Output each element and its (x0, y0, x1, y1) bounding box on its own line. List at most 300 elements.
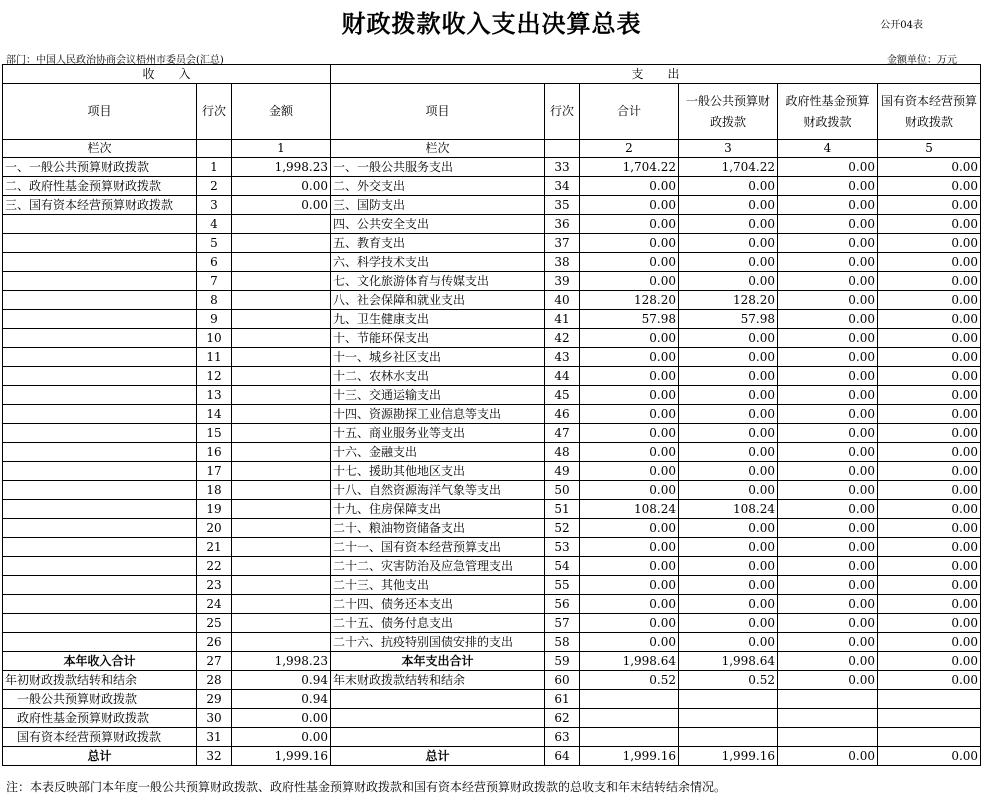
income-line-no-header: 行次 (197, 84, 232, 140)
total-amount-cell: 0.00 (580, 234, 679, 253)
table-row (3, 690, 981, 709)
table-row (3, 595, 981, 614)
income-line-no-cell: 30 (197, 709, 232, 728)
general-budget-amount-cell: 0.00 (679, 557, 778, 576)
income-item-cell (3, 424, 197, 443)
gov-fund-amount-cell: 0.00 (778, 633, 878, 652)
gov-fund-amount-cell (778, 709, 878, 728)
table-code: 公开04表 (880, 20, 923, 31)
income-item-cell: 政府性基金预算财政拨款 (3, 709, 197, 728)
income-item-cell (3, 614, 197, 633)
general-budget-amount-cell: 0.00 (679, 595, 778, 614)
table-row (3, 500, 981, 519)
total-amount-cell: 0.00 (580, 557, 679, 576)
state-capital-header: 国有资本经营预算财政拨款 (878, 84, 981, 140)
state-capital-amount-cell: 0.00 (878, 158, 981, 177)
expense-line-no-cell: 55 (545, 576, 580, 595)
income-line-no-cell: 32 (197, 747, 232, 766)
income-line-no-cell: 12 (197, 367, 232, 386)
income-line-no-cell: 11 (197, 348, 232, 367)
general-budget-amount-cell: 0.00 (679, 234, 778, 253)
income-item-cell: 本年收入合计 (3, 652, 197, 671)
column-index-5: 5 (878, 140, 981, 158)
general-budget-amount-cell: 0.00 (679, 576, 778, 595)
state-capital-amount-cell: 0.00 (878, 348, 981, 367)
expense-line-no-cell: 63 (545, 728, 580, 747)
income-amount-cell (232, 614, 331, 633)
income-line-no-cell: 31 (197, 728, 232, 747)
general-budget-amount-cell: 57.98 (679, 310, 778, 329)
income-amount-cell (232, 500, 331, 519)
income-amount-cell: 1,998.23 (232, 158, 331, 177)
income-amount-cell: 0.94 (232, 690, 331, 709)
general-budget-header: 一般公共预算财政拨款 (679, 84, 778, 140)
income-amount-cell: 0.00 (232, 709, 331, 728)
income-item-cell (3, 272, 197, 291)
total-amount-cell: 1,999.16 (580, 747, 679, 766)
income-item-cell: 总计 (3, 747, 197, 766)
general-budget-amount-cell: 0.00 (679, 519, 778, 538)
general-budget-amount-cell: 0.00 (679, 633, 778, 652)
table-row (3, 652, 981, 671)
income-item-cell (3, 386, 197, 405)
income-line-no-cell: 26 (197, 633, 232, 652)
gov-fund-amount-cell: 0.00 (778, 367, 878, 386)
total-amount-cell (580, 728, 679, 747)
income-amount-cell (232, 405, 331, 424)
income-amount-cell: 0.00 (232, 728, 331, 747)
expense-line-no-cell: 36 (545, 215, 580, 234)
expense-item-cell: 二十三、其他支出 (331, 576, 545, 595)
state-capital-amount-cell: 0.00 (878, 272, 981, 291)
income-item-cell (3, 291, 197, 310)
income-item-cell (3, 329, 197, 348)
gov-fund-amount-cell: 0.00 (778, 614, 878, 633)
expense-line-no-cell: 48 (545, 443, 580, 462)
gov-fund-amount-cell: 0.00 (778, 405, 878, 424)
income-item-cell (3, 234, 197, 253)
total-amount-cell: 0.00 (580, 215, 679, 234)
income-amount-cell: 0.94 (232, 671, 331, 690)
income-line-no-cell: 15 (197, 424, 232, 443)
income-item-cell (3, 253, 197, 272)
income-amount-cell: 1,999.16 (232, 747, 331, 766)
gov-fund-amount-cell: 0.00 (778, 500, 878, 519)
income-amount-cell (232, 557, 331, 576)
state-capital-amount-cell: 0.00 (878, 500, 981, 519)
total-amount-cell: 0.52 (580, 671, 679, 690)
table-row (3, 424, 981, 443)
expense-line-no-cell: 62 (545, 709, 580, 728)
general-budget-amount-cell: 1,999.16 (679, 747, 778, 766)
income-item-cell (3, 595, 197, 614)
gov-fund-amount-cell: 0.00 (778, 329, 878, 348)
table-row (3, 481, 981, 500)
state-capital-amount-cell: 0.00 (878, 595, 981, 614)
general-budget-amount-cell: 1,704.22 (679, 158, 778, 177)
income-item-cell (3, 310, 197, 329)
table-row (3, 519, 981, 538)
gov-fund-amount-cell: 0.00 (778, 538, 878, 557)
gov-fund-amount-cell (778, 728, 878, 747)
state-capital-amount-cell: 0.00 (878, 557, 981, 576)
state-capital-amount-cell: 0.00 (878, 405, 981, 424)
general-budget-amount-cell: 0.00 (679, 367, 778, 386)
expense-line-no-header: 行次 (545, 84, 580, 140)
gov-fund-amount-cell: 0.00 (778, 272, 878, 291)
state-capital-amount-cell (878, 728, 981, 747)
state-capital-amount-cell: 0.00 (878, 196, 981, 215)
total-amount-cell: 57.98 (580, 310, 679, 329)
expense-item-cell: 六、科学技术支出 (331, 253, 545, 272)
table-row (3, 728, 981, 747)
general-budget-amount-cell: 0.00 (679, 481, 778, 500)
income-item-cell (3, 443, 197, 462)
state-capital-amount-cell: 0.00 (878, 253, 981, 272)
general-budget-amount-cell: 1,998.64 (679, 652, 778, 671)
total-amount-cell (580, 690, 679, 709)
general-budget-amount-cell: 0.52 (679, 671, 778, 690)
total-amount-cell: 0.00 (580, 595, 679, 614)
income-amount-cell (232, 234, 331, 253)
gov-fund-header: 政府性基金预算财政拨款 (778, 84, 878, 140)
expense-item-cell: 十六、金融支出 (331, 443, 545, 462)
column-index-3: 3 (679, 140, 778, 158)
total-amount-cell: 0.00 (580, 348, 679, 367)
expense-line-no-cell: 44 (545, 367, 580, 386)
state-capital-amount-cell: 0.00 (878, 633, 981, 652)
department-label: 部门：中国人民政治协商会议梧州市委员会(汇总) (6, 55, 224, 66)
expense-line-no-cell: 60 (545, 671, 580, 690)
general-budget-amount-cell: 0.00 (679, 424, 778, 443)
income-line-no-cell: 14 (197, 405, 232, 424)
income-line-no-cell: 7 (197, 272, 232, 291)
income-item-cell (3, 481, 197, 500)
income-line-no-cell: 8 (197, 291, 232, 310)
expense-line-no-cell: 58 (545, 633, 580, 652)
total-amount-cell: 0.00 (580, 614, 679, 633)
gov-fund-amount-cell: 0.00 (778, 386, 878, 405)
page-title: 财政拨款收入支出决算总表 (341, 10, 642, 38)
income-line-no-cell: 29 (197, 690, 232, 709)
expense-item-cell: 一、一般公共服务支出 (331, 158, 545, 177)
income-amount-cell (232, 462, 331, 481)
income-section-header: 收 入 (3, 65, 331, 84)
income-line-no-cell: 20 (197, 519, 232, 538)
state-capital-amount-cell: 0.00 (878, 671, 981, 690)
general-budget-amount-cell: 108.24 (679, 500, 778, 519)
expense-item-cell: 七、文化旅游体育与传媒支出 (331, 272, 545, 291)
column-index-label: 栏次 (3, 140, 197, 158)
expense-line-no-cell: 42 (545, 329, 580, 348)
state-capital-amount-cell: 0.00 (878, 177, 981, 196)
income-item-cell (3, 348, 197, 367)
income-amount-cell (232, 253, 331, 272)
general-budget-amount-cell: 0.00 (679, 405, 778, 424)
total-header: 合计 (580, 84, 679, 140)
gov-fund-amount-cell: 0.00 (778, 557, 878, 576)
gov-fund-amount-cell: 0.00 (778, 481, 878, 500)
expense-line-no-cell: 39 (545, 272, 580, 291)
expense-item-cell (331, 690, 545, 709)
table-row (3, 633, 981, 652)
total-amount-cell: 1,704.22 (580, 158, 679, 177)
income-item-cell: 年初财政拨款结转和结余 (3, 671, 197, 690)
expense-line-no-cell: 33 (545, 158, 580, 177)
state-capital-amount-cell: 0.00 (878, 747, 981, 766)
expense-line-no-cell: 45 (545, 386, 580, 405)
income-amount-cell (232, 272, 331, 291)
total-amount-cell: 0.00 (580, 196, 679, 215)
state-capital-amount-cell: 0.00 (878, 367, 981, 386)
income-amount-cell (232, 310, 331, 329)
income-amount-cell (232, 443, 331, 462)
expense-line-no-cell: 49 (545, 462, 580, 481)
table-row (3, 291, 981, 310)
expense-line-no-cell: 51 (545, 500, 580, 519)
income-item-cell: 一般公共预算财政拨款 (3, 690, 197, 709)
expense-item-cell: 十七、援助其他地区支出 (331, 462, 545, 481)
general-budget-amount-cell: 0.00 (679, 196, 778, 215)
income-item-cell (3, 538, 197, 557)
state-capital-amount-cell: 0.00 (878, 386, 981, 405)
state-capital-amount-cell: 0.00 (878, 424, 981, 443)
state-capital-amount-cell: 0.00 (878, 310, 981, 329)
state-capital-amount-cell: 0.00 (878, 291, 981, 310)
table-row (3, 405, 981, 424)
income-line-no-cell: 9 (197, 310, 232, 329)
column-index-label: 栏次 (331, 140, 545, 158)
gov-fund-amount-cell: 0.00 (778, 443, 878, 462)
total-amount-cell: 0.00 (580, 367, 679, 386)
expense-item-cell: 十三、交通运输支出 (331, 386, 545, 405)
income-amount-cell: 0.00 (232, 196, 331, 215)
state-capital-amount-cell: 0.00 (878, 462, 981, 481)
total-amount-cell: 0.00 (580, 519, 679, 538)
column-index-4: 4 (778, 140, 878, 158)
state-capital-amount-cell: 0.00 (878, 614, 981, 633)
expense-item-cell (331, 728, 545, 747)
table-row (3, 158, 981, 177)
gov-fund-amount-cell: 0.00 (778, 652, 878, 671)
income-line-no-cell: 28 (197, 671, 232, 690)
unit-label: 金额单位：万元 (887, 55, 957, 66)
income-line-no-cell: 27 (197, 652, 232, 671)
gov-fund-amount-cell: 0.00 (778, 215, 878, 234)
general-budget-amount-cell (679, 728, 778, 747)
general-budget-amount-cell: 0.00 (679, 272, 778, 291)
gov-fund-amount-cell: 0.00 (778, 234, 878, 253)
expense-line-no-cell: 37 (545, 234, 580, 253)
total-amount-cell: 0.00 (580, 253, 679, 272)
expense-item-cell: 二十一、国有资本经营预算支出 (331, 538, 545, 557)
income-line-no-cell: 13 (197, 386, 232, 405)
expense-line-no-cell: 57 (545, 614, 580, 633)
total-amount-cell: 0.00 (580, 481, 679, 500)
table-row (3, 538, 981, 557)
general-budget-amount-cell: 0.00 (679, 253, 778, 272)
expense-line-no-cell: 41 (545, 310, 580, 329)
column-index-empty (545, 140, 580, 158)
income-amount-cell (232, 291, 331, 310)
table-row (3, 443, 981, 462)
income-amount-cell (232, 633, 331, 652)
table-row (3, 253, 981, 272)
income-line-no-cell: 5 (197, 234, 232, 253)
income-item-cell (3, 367, 197, 386)
income-line-no-cell: 23 (197, 576, 232, 595)
income-line-no-cell: 21 (197, 538, 232, 557)
income-line-no-cell: 3 (197, 196, 232, 215)
table-row (3, 576, 981, 595)
income-line-no-cell: 10 (197, 329, 232, 348)
income-amount-header: 金额 (232, 84, 331, 140)
expense-item-header: 项目 (331, 84, 545, 140)
income-item-cell: 二、政府性基金预算财政拨款 (3, 177, 197, 196)
column-index-1: 1 (232, 140, 331, 158)
expense-item-cell: 十四、资源勘探工业信息等支出 (331, 405, 545, 424)
state-capital-amount-cell: 0.00 (878, 481, 981, 500)
gov-fund-amount-cell (778, 690, 878, 709)
gov-fund-amount-cell: 0.00 (778, 348, 878, 367)
expense-item-cell: 十、节能环保支出 (331, 329, 545, 348)
expense-item-cell: 二十六、抗疫特别国债安排的支出 (331, 633, 545, 652)
income-line-no-cell: 24 (197, 595, 232, 614)
income-amount-cell (232, 367, 331, 386)
table-row (3, 196, 981, 215)
general-budget-amount-cell: 0.00 (679, 215, 778, 234)
expense-line-no-cell: 35 (545, 196, 580, 215)
income-amount-cell (232, 424, 331, 443)
income-amount-cell (232, 481, 331, 500)
general-budget-amount-cell: 0.00 (679, 443, 778, 462)
total-amount-cell: 128.20 (580, 291, 679, 310)
expense-line-no-cell: 64 (545, 747, 580, 766)
general-budget-amount-cell: 0.00 (679, 614, 778, 633)
expense-item-cell: 二十二、灾害防治及应急管理支出 (331, 557, 545, 576)
gov-fund-amount-cell: 0.00 (778, 253, 878, 272)
column-index-2: 2 (580, 140, 679, 158)
income-line-no-cell: 18 (197, 481, 232, 500)
gov-fund-amount-cell: 0.00 (778, 747, 878, 766)
gov-fund-amount-cell: 0.00 (778, 671, 878, 690)
expense-item-cell: 十一、城乡社区支出 (331, 348, 545, 367)
gov-fund-amount-cell: 0.00 (778, 158, 878, 177)
gov-fund-amount-cell: 0.00 (778, 177, 878, 196)
expense-section-header: 支 出 (331, 65, 981, 84)
table-row (3, 671, 981, 690)
expense-item-cell: 总计 (331, 747, 545, 766)
income-line-no-cell: 2 (197, 177, 232, 196)
table-row (3, 614, 981, 633)
expense-item-cell: 十二、农林水支出 (331, 367, 545, 386)
income-amount-cell (232, 595, 331, 614)
total-amount-cell (580, 709, 679, 728)
income-amount-cell (232, 576, 331, 595)
expense-item-cell: 八、社会保障和就业支出 (331, 291, 545, 310)
state-capital-amount-cell: 0.00 (878, 329, 981, 348)
total-amount-cell: 0.00 (580, 576, 679, 595)
income-line-no-cell: 19 (197, 500, 232, 519)
expense-item-cell (331, 709, 545, 728)
expense-line-no-cell: 40 (545, 291, 580, 310)
income-amount-cell (232, 348, 331, 367)
income-line-no-cell: 4 (197, 215, 232, 234)
table-row (3, 215, 981, 234)
income-item-cell (3, 576, 197, 595)
table-row (3, 329, 981, 348)
expense-item-cell: 年末财政拨款结转和结余 (331, 671, 545, 690)
expense-line-no-cell: 43 (545, 348, 580, 367)
state-capital-amount-cell: 0.00 (878, 538, 981, 557)
expense-item-cell: 本年支出合计 (331, 652, 545, 671)
gov-fund-amount-cell: 0.00 (778, 576, 878, 595)
state-capital-amount-cell: 0.00 (878, 519, 981, 538)
expense-line-no-cell: 47 (545, 424, 580, 443)
expense-line-no-cell: 53 (545, 538, 580, 557)
expense-line-no-cell: 50 (545, 481, 580, 500)
income-amount-cell: 0.00 (232, 177, 331, 196)
gov-fund-amount-cell: 0.00 (778, 310, 878, 329)
expense-item-cell: 三、国防支出 (331, 196, 545, 215)
expense-item-cell: 四、公共安全支出 (331, 215, 545, 234)
table-row (3, 367, 981, 386)
total-amount-cell: 0.00 (580, 386, 679, 405)
expense-line-no-cell: 38 (545, 253, 580, 272)
expense-item-cell: 二十、粮油物资储备支出 (331, 519, 545, 538)
income-item-cell (3, 633, 197, 652)
total-amount-cell: 0.00 (580, 424, 679, 443)
income-item-cell (3, 557, 197, 576)
total-amount-cell: 0.00 (580, 443, 679, 462)
budget-summary-table (2, 64, 981, 766)
general-budget-amount-cell: 0.00 (679, 538, 778, 557)
state-capital-amount-cell: 0.00 (878, 576, 981, 595)
total-amount-cell: 0.00 (580, 462, 679, 481)
expense-item-cell: 二十四、债务还本支出 (331, 595, 545, 614)
total-amount-cell: 0.00 (580, 633, 679, 652)
table-row (3, 557, 981, 576)
state-capital-amount-cell: 0.00 (878, 443, 981, 462)
expense-line-no-cell: 46 (545, 405, 580, 424)
income-amount-cell (232, 215, 331, 234)
income-item-cell: 三、国有资本经营预算财政拨款 (3, 196, 197, 215)
income-item-cell (3, 462, 197, 481)
general-budget-amount-cell: 128.20 (679, 291, 778, 310)
income-line-no-cell: 1 (197, 158, 232, 177)
expense-line-no-cell: 52 (545, 519, 580, 538)
state-capital-amount-cell (878, 690, 981, 709)
expense-line-no-cell: 34 (545, 177, 580, 196)
expense-item-cell: 二、外交支出 (331, 177, 545, 196)
table-row (3, 709, 981, 728)
total-amount-cell: 0.00 (580, 405, 679, 424)
income-line-no-cell: 22 (197, 557, 232, 576)
income-line-no-cell: 25 (197, 614, 232, 633)
state-capital-amount-cell (878, 709, 981, 728)
expense-item-cell: 二十五、债务付息支出 (331, 614, 545, 633)
general-budget-amount-cell: 0.00 (679, 177, 778, 196)
income-line-no-cell: 17 (197, 462, 232, 481)
income-amount-cell (232, 519, 331, 538)
total-amount-cell: 0.00 (580, 329, 679, 348)
table-row (3, 462, 981, 481)
state-capital-amount-cell: 0.00 (878, 215, 981, 234)
expense-item-cell: 十五、商业服务业等支出 (331, 424, 545, 443)
footnote: 注：本表反映部门本年度一般公共预算财政拨款、政府性基金预算财政拨款和国有资本经营预算财政拨款的总收支和年末结转结余情况。 (6, 780, 727, 794)
table-row (3, 747, 981, 766)
total-amount-cell: 0.00 (580, 538, 679, 557)
